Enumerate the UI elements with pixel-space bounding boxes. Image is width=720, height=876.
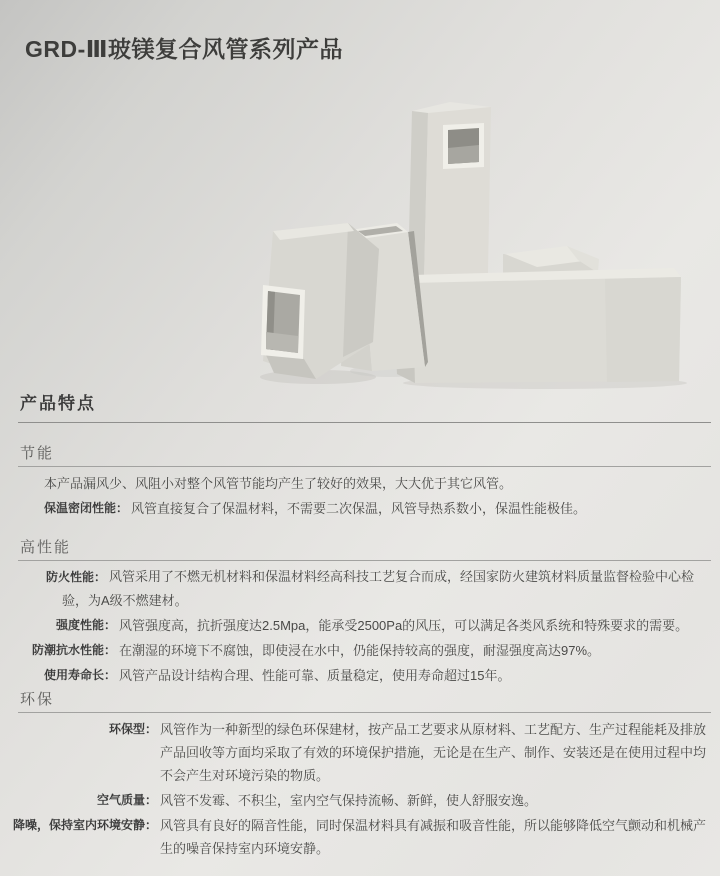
features-heading: 产品特点 <box>18 385 711 423</box>
feature-row <box>10 639 712 662</box>
feature-label: 强度性能： <box>55 618 116 632</box>
feature-row <box>44 497 712 520</box>
section-title-high-performance: 高性能 <box>18 539 711 561</box>
tall-duct-piece <box>408 102 491 280</box>
section-environmental <box>0 691 720 860</box>
section-title-energy-saving: 节能 <box>18 445 711 467</box>
feature-row <box>10 789 712 812</box>
feature-label: 空气质量： <box>96 793 157 807</box>
feature-label: 降噪，保持室内环境安静： <box>12 818 157 832</box>
feature-text: 风管作为一种新型的绿色环保建材，按产品工艺要求从原材料、工艺配方、生产过程能耗及排放产品回收等方面均采取了有效的环境保护措施，无论是在生产、制作、安装还是在使用过程中均不会产生对环境污染的物质。 <box>160 722 707 783</box>
section-title-environmental: 环保 <box>18 691 711 713</box>
long-duct-piece <box>392 268 681 383</box>
feature-text: 风管强度高，抗折强度达2.5Mpa，能承受2500Pa的风压，可以满足各类风系统和特殊要求的需要。 <box>119 618 689 633</box>
page-title: GRD-Ⅲ玻镁复合风管系列产品 <box>25 36 344 62</box>
duct-product-illustration <box>200 90 720 390</box>
feature-label: 使用寿命长： <box>43 668 116 682</box>
feature-text: 风管直接复合了保温材料，不需要二次保温，风管导热系数小，保温性能极佳。 <box>131 501 587 516</box>
feature-text: 风管产品设计结构合理、性能可靠、质量稳定，使用寿命超过15年。 <box>119 668 511 683</box>
feature-text: 在潮湿的环境下不腐蚀，即使浸在水中，仍能保持较高的强度，耐湿强度高达97%。 <box>119 643 601 658</box>
feature-text: 风管采用了不燃无机材料和保温材料经高科技工艺复合而成，经国家防火建筑材料质量监督检验中心检验，为A级不燃建材。 <box>62 569 695 608</box>
feature-row <box>10 664 712 687</box>
features-block <box>0 385 720 860</box>
feature-label: 防火性能： <box>46 570 107 584</box>
product-photo <box>200 90 720 390</box>
feature-label: 环保型： <box>108 722 157 736</box>
feature-row <box>10 718 712 787</box>
feature-row <box>10 614 712 637</box>
feature-text: 风管具有良好的隔音性能，同时保温材料具有减振和吸音性能，所以能够降低空气颤动和机械产生的噪音保持室内环境安静。 <box>160 818 707 856</box>
feature-text: 风管不发霉、不积尘，室内空气保持流畅、新鲜，使人舒服安逸。 <box>160 793 538 808</box>
feature-row <box>10 814 712 860</box>
feature-text: 本产品漏风少、风阻小对整个风管节能均产生了较好的效果，大大优于其它风管。 <box>44 476 513 491</box>
feature-label: 保温密闭性能： <box>44 501 129 515</box>
section-high-performance <box>0 539 720 687</box>
feature-label: 防潮抗水性能： <box>31 643 116 657</box>
feature-row <box>10 565 712 612</box>
section-energy-saving <box>0 445 720 520</box>
